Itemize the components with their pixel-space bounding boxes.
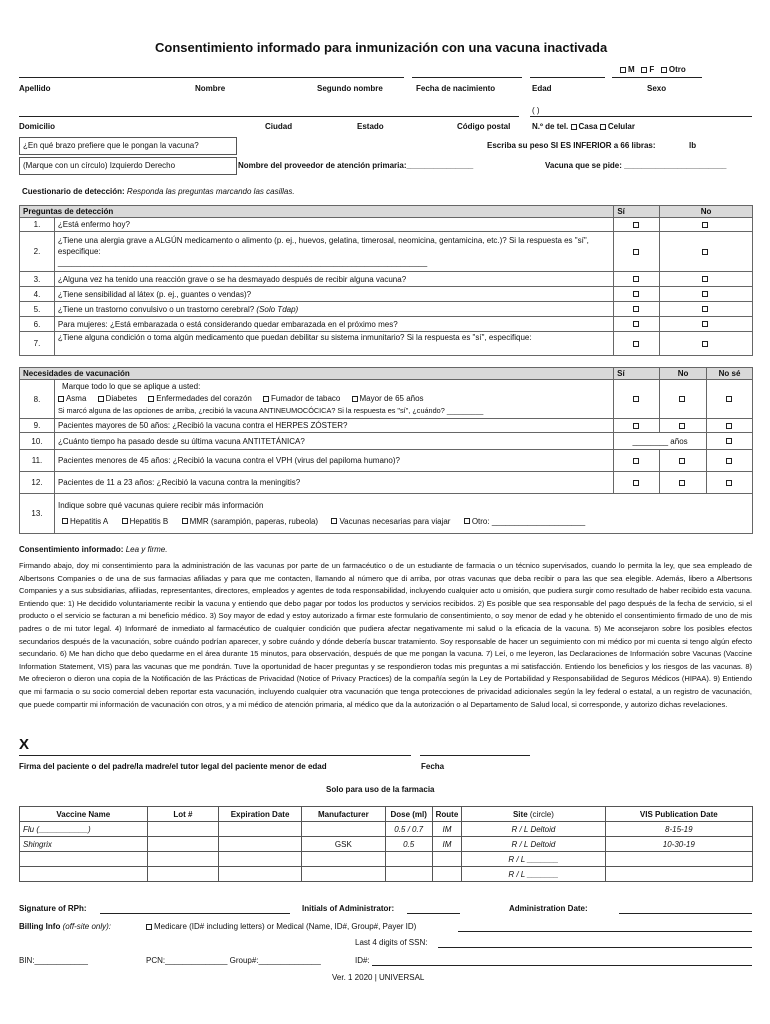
signature-line[interactable]: [19, 755, 411, 756]
sex-m-checkbox[interactable]: [620, 67, 626, 73]
asma-checkbox[interactable]: [58, 396, 64, 402]
initials-label: Initials of Administrator:: [302, 904, 395, 913]
q1-yes-checkbox[interactable]: [633, 222, 639, 228]
billing-label: Billing Info (off-site only):: [19, 922, 112, 931]
question-4: ¿Tiene sensibilidad al látex (p. ej., guantes o vendas)?: [54, 287, 613, 302]
q11-yes-checkbox[interactable]: [633, 458, 639, 464]
rph-signature-label: Signature of RPh:: [19, 904, 87, 913]
sex-options: M F Otro: [620, 65, 686, 74]
needs-table: Necesidades de vacunación Sí No No sé 8. Marque todo lo que se aplique a usted: Asma Diabetes Enfermedades del corazón Fumador de tabaco Mayor de 65 años Si marcó alguna de las opciones de arriba, ¿recibió la vacuna ANTINEUMOCÓCICA? Si la respuesta es "sí", ¿cuándo? _________ 9. Pacientes mayores de 50 años: ¿Recibió la vacuna contra el HERPES ZÓSTER? 10. ¿Cuánto tiempo ha pasado desde su última vacuna ANTITETÁNICA? ________ años 11. Pacientes menores de 45 años: ¿Recibió la vacuna contra el VPH (virus del papiloma humano)? 12. Pacientes de 11 a 23 años: ¿Recibió la vacuna contra la meningitis? 13. Indique sobre qué vacunas quiere recibir más información Hepatitis A Hepatitis B MMR (sarampión, paperas, rubeola) Vacunas necesarias para viajar Otro: _____________________: [19, 367, 753, 534]
q9-yes-checkbox[interactable]: [633, 423, 639, 429]
q12-unknown-checkbox[interactable]: [726, 480, 732, 486]
medicare-option[interactable]: Medicare (ID# including letters) or Medical (Name, ID#, Group#, Payer ID): [146, 922, 416, 931]
question-2: ¿Tiene una alergia grave a ALGÚN medicamento o alimento (p. ej., huevos, gelatina, timerosal, neomicina, gentamicina, etc.)? Si la respuesta es "sí", especifique: ___________________________________________________________________________________: [54, 232, 613, 272]
tetanus-years-field[interactable]: ________ años: [614, 433, 707, 450]
pharmacy-title: Solo para uso de la farmacia: [326, 785, 435, 794]
signature-label: Firma del paciente o del padre/la madre/el tutor legal del paciente menor de edad: [19, 762, 327, 771]
diabetes-checkbox[interactable]: [98, 396, 104, 402]
phone-home-checkbox[interactable]: [571, 124, 577, 130]
weight-unit: lb: [689, 141, 697, 150]
label-fecha-nacimiento: Fecha de nacimiento: [416, 84, 496, 93]
signature-date-line[interactable]: [420, 755, 530, 756]
table-row: R / L _______: [20, 852, 753, 867]
signature-x: X: [19, 736, 30, 753]
q1-no-checkbox[interactable]: [702, 222, 708, 228]
q7-yes-checkbox[interactable]: [633, 341, 639, 347]
travel-vaccines-checkbox[interactable]: [331, 518, 337, 524]
vaccine-requested-field[interactable]: Vacuna que se pide: _______________________: [545, 161, 727, 170]
label-codigo-postal: Código postal: [457, 122, 511, 131]
version-footer: Ver. 1 2020 | UNIVERSAL: [332, 973, 425, 982]
over-65-checkbox[interactable]: [352, 396, 358, 402]
q11-unknown-checkbox[interactable]: [726, 458, 732, 464]
ssn-line[interactable]: [438, 947, 752, 948]
q3-no-checkbox[interactable]: [702, 276, 708, 282]
smoker-checkbox[interactable]: [263, 396, 269, 402]
admin-date-label: Administration Date:: [509, 904, 588, 913]
q2-yes-checkbox[interactable]: [633, 249, 639, 255]
pcn-group-field[interactable]: PCN:______________ Group#:______________: [146, 956, 321, 965]
phone-area-code: ( ): [532, 106, 540, 115]
phone-cell-checkbox[interactable]: [600, 124, 606, 130]
q9-unknown-checkbox[interactable]: [726, 423, 732, 429]
sex-f-checkbox[interactable]: [641, 67, 647, 73]
id-line[interactable]: [372, 965, 752, 966]
question-9: Pacientes mayores de 50 años: ¿Recibió la vacuna contra el HERPES ZÓSTER?: [54, 419, 613, 433]
ssn-label: Last 4 digits of SSN:: [355, 938, 428, 947]
billing-line[interactable]: [458, 931, 752, 932]
consent-text: Firmando abajo, doy mi consentimiento para la administración de las vacunas por parte de un farmacéutico o de un estudiante de farmacia o un técnico supervisados, cuando lo permita la ley, que sea empleado de Albertsons Companies o de una de sus farmacias afiliadas y para que me contacten, llamando al número que di arriba, por otras vacunas que deba recibir o para las que sea elegible. Además, libero a Albertsons Companies y a sus subsidiarias, afiliadas, representantes, directores, empleados y agentes de toda responsabilidad, incluyendo cualquier acto u omisión, que pudiera surgir como resultado de haber recibido esta vacuna. Entiendo que: 1) He decidido voluntariamente recibir la vacuna y entiendo que debo pagar por todos los productos y servicios recibidos. 2) Es posible que sea responsable del pago después de la fecha de servicio, si el producto o el servicio se facturan a mi beneficio médico. 3) Soy mayor de edad y estoy autorizado a firmar este formulario de consentimiento, o soy menor de edad y he obtenido el consentimiento firmado de uno de mis padres o de mi tutor legal. 4) Informaré de inmediato al farmacéutico de cualquier condición que pudiera afectar negativamente mi salud o la eficacia de la vacuna. 5) Me aconsejaron sobre los posibles efectos secundarios después de la vacunación, sobre cuándo podrían aparecer, y sobre cuándo y dónde debería buscar tratamiento. Soy responsable de hacer un seguimiento con mi médico por mi cuenta si tengo algún efecto secundario. 6) Me han dicho que debo quedarme en el área durante 15 minutos, para observación, después de que me pongan la vacuna. 7) Leí, o me leyeron, las Declaraciones de Información sobre Vacunas (Vaccine Information Statement, VIS) para las vacunas que me pondrán. Tuve la oportunidad de hacer preguntas y se respondieron todas mis preguntas a mi satisfacción. Entiendo los beneficios y los riesgos de las vacunas. 8) Me ofrecieron o dieron una copia de la Notificación de las Prácticas de Privacidad (Notice of Privacy Practices) de la compañía según la Ley de Portabilidad y Responsabilidad de Seguros Médicos (HIPAA). 9) Entiendo que mi farmacia o su socio comercial deben reportar esta vacunación, incluyendo cualquier otra vacunación que tenga protecciones de privacidad adicionales según la ley federal o estatal, a un registro de vacunación, que puede compartir mi información de vacunación con otros, y a mi médico de atención primaria, al médico que da la autorización o al Departamento de Salud local, si corresponde, y autorizo dichas revelaciones.: [19, 561, 752, 709]
table-row: R / L _______: [20, 867, 753, 882]
q9-no-checkbox[interactable]: [679, 423, 685, 429]
label-edad: Edad: [532, 84, 552, 93]
q12-yes-checkbox[interactable]: [633, 480, 639, 486]
initials-line[interactable]: [407, 913, 460, 914]
label-sexo: Sexo: [647, 84, 667, 93]
label-estado: Estado: [357, 122, 384, 131]
table-row: Shingrix GSK 0.5 IM R / L Deltoid 10-30-19: [20, 837, 753, 852]
heart-disease-checkbox[interactable]: [148, 396, 154, 402]
hep-b-checkbox[interactable]: [122, 518, 128, 524]
screening-header: Preguntas de detección: [20, 206, 614, 218]
needs-header: Necesidades de vacunación: [20, 368, 614, 380]
label-segundo-nombre: Segundo nombre: [317, 84, 383, 93]
weight-prompt: Escriba su peso SI ES INFERIOR a 66 libras:: [487, 141, 656, 150]
q2-no-checkbox[interactable]: [702, 249, 708, 255]
q6-no-checkbox[interactable]: [702, 321, 708, 327]
q5-no-checkbox[interactable]: [702, 306, 708, 312]
q6-yes-checkbox[interactable]: [633, 321, 639, 327]
q2-specify-line[interactable]: ___________________________________________________________________________________: [57, 258, 428, 267]
question-6: Para mujeres: ¿Está embarazada o está considerando quedar embarazada en el próximo mes?: [54, 317, 613, 332]
question-1: ¿Está enfermo hoy?: [54, 218, 613, 232]
q8-no-checkbox[interactable]: [679, 396, 685, 402]
label-domicilio: Domicilio: [19, 122, 56, 131]
q4-no-checkbox[interactable]: [702, 291, 708, 297]
consent-heading: Consentimiento informado: Lea y firme.: [19, 545, 168, 554]
q7-no-checkbox[interactable]: [702, 341, 708, 347]
q3-yes-checkbox[interactable]: [633, 276, 639, 282]
question-3: ¿Alguna vez ha tenido una reacción grave o se ha desmayado después de recibir alguna vacuna?: [54, 272, 613, 287]
q5-yes-checkbox[interactable]: [633, 306, 639, 312]
other-vaccine-checkbox[interactable]: [464, 518, 470, 524]
q8-unknown-checkbox[interactable]: [726, 396, 732, 402]
question-10: ¿Cuánto tiempo ha pasado desde su última vacuna ANTITETÁNICA?: [54, 433, 613, 450]
question-5: ¿Tiene un trastorno convulsivo o un trastorno cerebral? (Solo Tdap): [54, 302, 613, 317]
phone-type: N.º de tel. Casa Celular: [532, 122, 635, 131]
header-no: No: [660, 206, 753, 218]
screening-intro: Cuestionario de detección: Responda las preguntas marcando las casillas.: [22, 187, 295, 196]
q8-yes-checkbox[interactable]: [633, 396, 639, 402]
arm-question-box: ¿En qué brazo prefiere que le pongan la vacuna?: [19, 137, 237, 155]
table-row: Flu (___________) 0.5 / 0.7 IM R / L Deltoid 8-15-19: [20, 822, 753, 837]
pharmacy-table: Vaccine Name Lot # Expiration Date Manufacturer Dose (ml) Route Site (circle) VIS Publication Date Flu (___________) 0.5 / 0.7 IM R / L Deltoid 8-15-19 Shingrix GSK 0.5 IM R / L Deltoid 10-30-19 R / L _______ R / L _______: [19, 806, 753, 882]
q11-no-checkbox[interactable]: [679, 458, 685, 464]
question-7: ¿Tiene alguna condición o toma algún medicamento que puedan debilitar su sistema inmunitario? Si la respuesta es "sí", especifique:: [54, 332, 613, 356]
question-13: Indique sobre qué vacunas quiere recibir más información Hepatitis A Hepatitis B MMR (sarampión, paperas, rubeola) Vacunas necesarias para viajar Otro: _____________________: [54, 494, 752, 534]
medicare-checkbox[interactable]: [146, 924, 152, 930]
form-title: Consentimiento informado para inmunización con una vacuna inactivada: [155, 40, 608, 55]
q10-unknown-checkbox[interactable]: [726, 438, 732, 444]
label-ciudad: Ciudad: [265, 122, 293, 131]
question-11: Pacientes menores de 45 años: ¿Recibió la vacuna contra el VPH (virus del papiloma humano)?: [54, 450, 613, 472]
header-si: Sí: [614, 206, 660, 218]
label-apellido: Apellido: [19, 84, 51, 93]
sex-other-checkbox[interactable]: [661, 67, 667, 73]
bin-field[interactable]: BIN:____________: [19, 956, 88, 965]
admin-date-line[interactable]: [619, 913, 752, 914]
mmr-checkbox[interactable]: [182, 518, 188, 524]
question-8: Marque todo lo que se aplique a usted: Asma Diabetes Enfermedades del corazón Fumador de tabaco Mayor de 65 años Si marcó alguna de las opciones de arriba, ¿recibió la vacuna ANTINEUMOCÓCICA? Si la respuesta es "sí", ¿cuándo? _________: [54, 380, 613, 419]
rph-signature-line[interactable]: [100, 913, 290, 914]
label-nombre: Nombre: [195, 84, 226, 93]
screening-table: Preguntas de detección Sí No 1. ¿Está enfermo hoy? 2. ¿Tiene una alergia grave a ALGÚN medicamento o alimento (p. ej., huevos, gelatina, timerosal, neomicina, gentamicina, etc.)? Si la respuesta es "sí", especifique: ___________________________________________________________________________________ 3. ¿Alguna vez ha tenido una reacción grave o se ha desmayado después de recibir alguna vacuna? 4. ¿Tiene sensibilidad al látex (p. ej., guantes o vendas)? 5. ¿Tiene un trastorno convulsivo o un trastorno cerebral? (Solo Tdap) 6. Para mujeres: ¿Está embarazada o está considerando quedar embarazada en el próximo mes? 7. ¿Tiene alguna condición o toma algún medicamento que puedan debilitar su sistema inmunitario? Si la respuesta es "sí", especifique:: [19, 205, 753, 356]
q12-no-checkbox[interactable]: [679, 480, 685, 486]
arm-options-box[interactable]: (Marque con un círculo) Izquierdo Derecho: [19, 157, 237, 175]
signature-date-label: Fecha: [421, 762, 445, 771]
q4-yes-checkbox[interactable]: [633, 291, 639, 297]
id-label: ID#:: [355, 956, 370, 965]
question-12: Pacientes de 11 a 23 años: ¿Recibió la vacuna contra la meningitis?: [54, 472, 613, 494]
hep-a-checkbox[interactable]: [62, 518, 68, 524]
provider-field[interactable]: Nombre del proveedor de atención primaria:_______________: [238, 161, 474, 170]
